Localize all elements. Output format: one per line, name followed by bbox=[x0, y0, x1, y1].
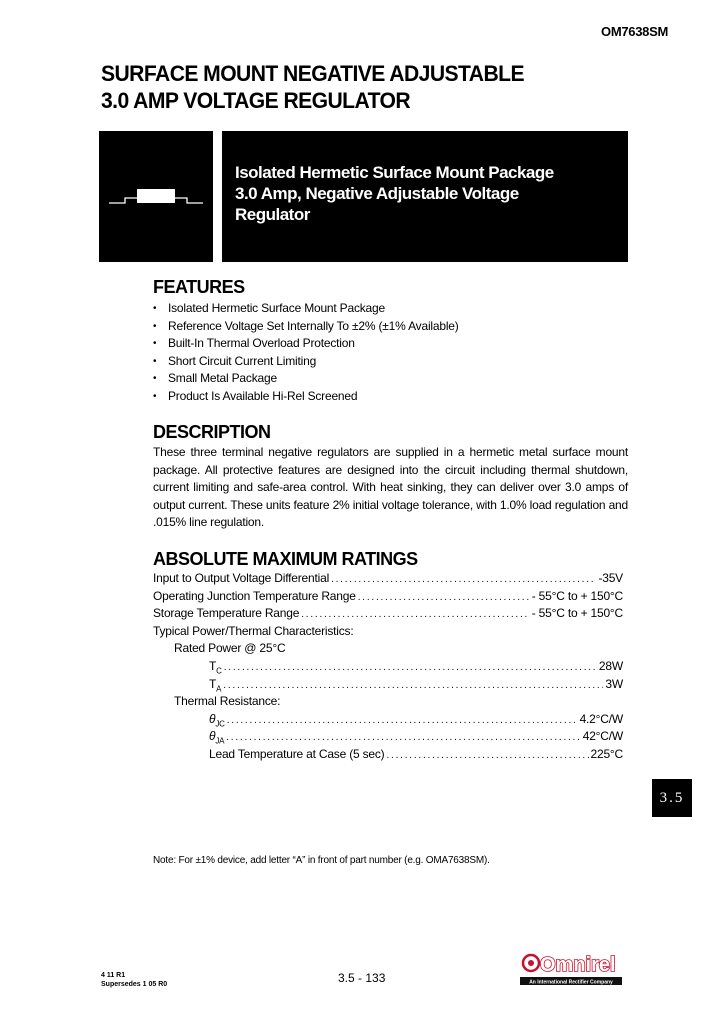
rating-row-ta bbox=[153, 677, 623, 695]
header-description-text bbox=[235, 162, 554, 225]
feature-item: • Short Circuit Current Limiting bbox=[153, 353, 459, 371]
rating-symbol: $\theta_{JA}$ bbox=[209, 729, 225, 746]
surface-mount-package-icon bbox=[107, 181, 205, 211]
feature-item: • Product Is Available Hi-Rel Screened bbox=[153, 388, 459, 406]
rating-value: 225°C bbox=[590, 746, 623, 761]
rating-label: Operating Junction Temperature Range bbox=[153, 588, 356, 603]
page-number: 3.5 - 133 bbox=[338, 971, 386, 985]
rating-row-junction-temp bbox=[153, 589, 623, 607]
leader-dots bbox=[386, 747, 588, 761]
feature-item: • Built-In Thermal Overload Protection bbox=[153, 335, 459, 353]
rating-value: 4.2°C/W bbox=[579, 711, 623, 726]
description-text: These three terminal negative regulators are supplied in a hermetic metal surface mount package. All protective features are designed into the circuit including thermal shutdown, current limiting and safe-area control. With heat sinking, they can deliver over 3.0 amps of output current. These units feature 2% initial voltage tolerance, with 1.0% load regulation and .015% line regulation. bbox=[153, 445, 628, 530]
leader-dots bbox=[301, 606, 530, 620]
revision-supersedes: Supersedes 1 05 R0 bbox=[101, 981, 168, 988]
leader-dots bbox=[227, 712, 578, 726]
part-number: OM7638SM bbox=[601, 24, 668, 39]
rating-value: 42°C/W bbox=[582, 729, 623, 744]
svg-text:An International Rectifier Com: An International Rectifier Company bbox=[529, 979, 613, 986]
svg-text:Omnirel: Omnirel bbox=[540, 954, 616, 976]
rating-value: 3W bbox=[605, 676, 623, 691]
leader-dots bbox=[226, 729, 580, 743]
rating-row-lead-temp bbox=[153, 747, 623, 765]
feature-item: • Isolated Hermetic Surface Mount Package bbox=[153, 300, 459, 318]
rating-value: -35V bbox=[598, 571, 623, 585]
revision-current: 4 11 R1 bbox=[101, 972, 126, 979]
features-list bbox=[153, 300, 459, 406]
header-line-1: Isolated Hermetic Surface Mount Package bbox=[235, 163, 554, 182]
page-title bbox=[101, 60, 524, 114]
leader-dots bbox=[224, 659, 597, 673]
rating-row-tc bbox=[153, 659, 623, 677]
header-line-2: 3.0 Amp, Negative Adjustable Voltage bbox=[235, 184, 519, 203]
rating-row-theta-jc bbox=[153, 712, 623, 730]
rating-label: Input to Output Voltage Differential bbox=[153, 571, 330, 585]
rating-symbol: $T_C$ bbox=[209, 658, 222, 676]
leader-dots bbox=[358, 589, 530, 603]
leader-dots bbox=[331, 571, 596, 585]
omnirel-logo-icon bbox=[520, 947, 622, 987]
rating-label: Lead Temperature at Case (5 sec) bbox=[209, 746, 385, 761]
title-line-1: SURFACE MOUNT NEGATIVE ADJUSTABLE bbox=[101, 61, 524, 86]
rating-symbol: $\theta_{JC}$ bbox=[209, 711, 225, 729]
package-illustration-box bbox=[99, 131, 213, 262]
leader-dots bbox=[223, 677, 603, 691]
ratings-table bbox=[153, 571, 623, 765]
revision-info bbox=[101, 971, 167, 989]
title-line-2: 3.0 AMP VOLTAGE REGULATOR bbox=[101, 88, 411, 113]
thermal-resistance-label: Thermal Resistance: bbox=[174, 694, 281, 709]
rating-label: Storage Temperature Range bbox=[153, 606, 300, 621]
rating-symbol: $T_A$ bbox=[209, 676, 222, 693]
header-description-box bbox=[222, 131, 628, 262]
rating-row-storage-temp bbox=[153, 606, 623, 624]
features-heading: FEATURES bbox=[153, 277, 245, 297]
feature-item: • Small Metal Package bbox=[153, 370, 459, 388]
omnirel-logo bbox=[520, 947, 622, 987]
section-tab: 3.5 bbox=[652, 779, 692, 817]
header-line-3: Regulator bbox=[235, 205, 310, 224]
rating-value: 28W bbox=[598, 658, 623, 673]
feature-item: • Reference Voltage Set Internally To ±2% (±1% Available) bbox=[153, 318, 459, 336]
rated-power-label: Rated Power @ 25°C bbox=[174, 641, 286, 656]
description-heading: DESCRIPTION bbox=[153, 422, 271, 442]
rating-row-theta-ja bbox=[153, 729, 623, 747]
ratings-heading: ABSOLUTE MAXIMUM RATINGS bbox=[153, 549, 418, 569]
rating-value: - 55°C to + 150°C bbox=[531, 606, 623, 621]
rating-row-input-output bbox=[153, 571, 623, 589]
rating-value: - 55°C to + 150°C bbox=[531, 588, 623, 603]
footnote: Note: For ±1% device, add letter “A” in front of part number (e.g. OMA7638SM). bbox=[153, 855, 490, 866]
typical-power-label: Typical Power/Thermal Characteristics: bbox=[153, 623, 354, 638]
